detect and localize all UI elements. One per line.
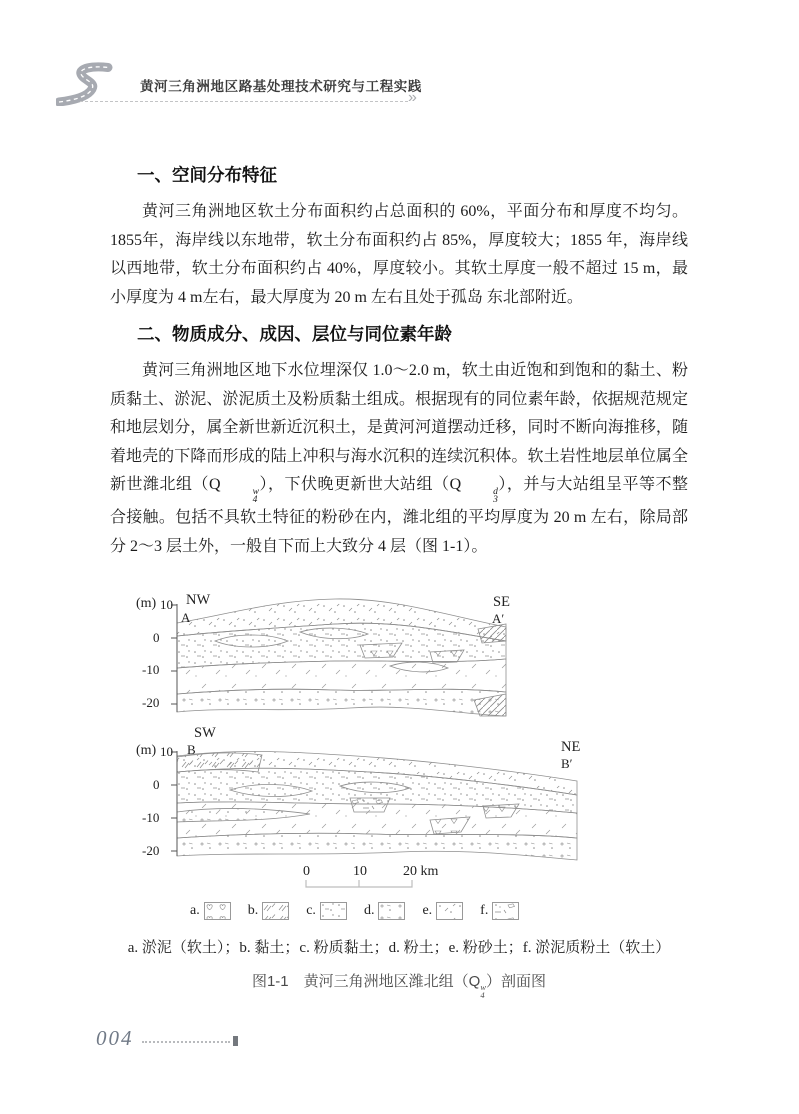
page-content <box>110 0 688 561</box>
section-2-paragraph <box>110 357 688 561</box>
symbol-subscript: 4 <box>252 495 258 505</box>
section-a-axis <box>171 604 177 712</box>
endpoint-label-a-prime: A′ <box>492 611 505 626</box>
legend-key: c. <box>306 903 316 918</box>
direction-label-se: SE <box>493 594 510 610</box>
stratum-symbol-q4w <box>221 488 259 504</box>
section-1-heading: 一、空间分布特征 <box>137 165 277 185</box>
legend-item-e <box>422 902 463 920</box>
figure-legend <box>190 902 536 920</box>
paragraph-segment: ），下伏晚更新世大站组（Q <box>258 476 462 493</box>
section-2-heading: 二、物质成分、成因、层位与同位素年龄 <box>137 324 452 344</box>
endpoint-label-b-prime: B′ <box>561 756 573 771</box>
legend-item-f <box>480 902 519 920</box>
paragraph-segment: 黄河三角洲地区地下水位埋深仅 1.0～2.0 m，软土由近饱和到饱和的黏土、粉质黏土、淤泥、淤泥质土及粉质黏土组成。根据现有的同位素年龄，依据规范规定和地层划分，属全新世新近沉积土，是黄河河道摆动迁移，同时不断向海推移，随着地壳的下降而形成的陆上冲积与海水沉积的连续沉积体。软土岩性地层单位属全新世潍北组（Q <box>110 362 688 493</box>
page-number: 004 <box>96 1026 134 1050</box>
symbol-subscript: 4 <box>480 989 485 1000</box>
axis-tick-label: 0 <box>153 777 160 792</box>
legend-item-b <box>248 902 290 920</box>
legend-key: b. <box>247 903 259 918</box>
direction-label-ne: NE <box>561 739 581 755</box>
endpoint-label-b: B <box>187 742 196 757</box>
axis-unit-label-a: (m) <box>136 596 157 611</box>
axis-tick-label: -20 <box>142 843 160 858</box>
geological-cross-section-figure <box>90 588 720 900</box>
section-a-drawing <box>177 599 506 716</box>
axis-tick-label: 10 <box>160 597 173 612</box>
axis-tick-label: -10 <box>142 662 160 677</box>
caption-segment: 图1-1 黄河三角洲地区潍北组（Q <box>251 973 481 990</box>
axis-tick-label: -20 <box>142 695 160 710</box>
symbol-superscript: w <box>252 487 259 497</box>
axis-tick-label: 10 <box>160 744 173 759</box>
clay-icon <box>262 902 289 920</box>
legend-item-a <box>190 902 231 920</box>
chevron-right-icon: » <box>408 89 417 106</box>
legend-key: a. <box>190 903 200 918</box>
scale-label-0: 0 <box>303 864 310 879</box>
scale-bar <box>306 880 412 887</box>
caption-segment: ）剖面图 <box>486 973 547 990</box>
book-title: 黄河三角洲地区路基处理技术研究与工程实践 <box>140 79 422 94</box>
figure-caption <box>110 970 688 999</box>
axis-tick-label: -10 <box>142 810 160 825</box>
direction-label-nw: NW <box>186 592 211 608</box>
stratum-symbol-q3d <box>461 488 498 504</box>
direction-label-sw: SW <box>194 725 216 741</box>
paragraph-segment: ），并与大站组呈平等不整合接触。包括不具软土特征的粉砂在内，潍北组的平均厚度为 20 m 左右，除局部分 2～3 层土外，一般自下而上大致分 4 层（图 1-1）。 <box>110 476 688 555</box>
footer-square-marker <box>233 1036 238 1046</box>
symbol-superscript: w <box>480 982 486 992</box>
mud-soft-soil-icon <box>204 902 231 920</box>
axis-unit-label-b: (m) <box>136 743 157 758</box>
symbol-superscript: d <box>493 487 498 497</box>
legend-key: e. <box>422 903 433 918</box>
scale-label-20km: 20 km <box>403 864 439 879</box>
legend-key: d. <box>363 903 375 918</box>
legend-item-c <box>306 902 347 920</box>
section-1-paragraph: 黄河三角洲地区软土分布面积约占总面积的 60%，平面分布和厚度不均匀。1855年，海岸线以东地带，软土分布面积约占 85%，厚度较大；1855 年，海岸线以西地带，软土分布面积约占 40%，厚度较小。其软土厚度一般不超过 15 m，最小厚度为 4 m左右，最大厚度为 20 m 左右且处于孤岛 东北部附近。 <box>110 203 688 306</box>
legend-key: f. <box>480 903 489 918</box>
silt-icon <box>378 902 405 920</box>
endpoint-label-a: A <box>181 610 191 625</box>
silty-sand-icon <box>436 902 463 920</box>
silty-clay-icon <box>320 902 347 920</box>
legend-item-d <box>364 902 406 920</box>
mucky-silt-icon <box>492 902 519 920</box>
legend-caption: a. 淤泥（软土）；b. 黏土；c. 粉质黏土；d. 粉土；e. 粉砂土；f. 淤泥质粉土（软土） <box>127 940 671 956</box>
footer-dotted-rule <box>142 1041 230 1043</box>
scale-label-10: 10 <box>353 864 367 879</box>
section-b-axis <box>171 751 177 856</box>
section-b-drawing <box>177 751 577 860</box>
symbol-subscript: 3 <box>493 495 498 505</box>
axis-tick-label: 0 <box>153 630 160 645</box>
